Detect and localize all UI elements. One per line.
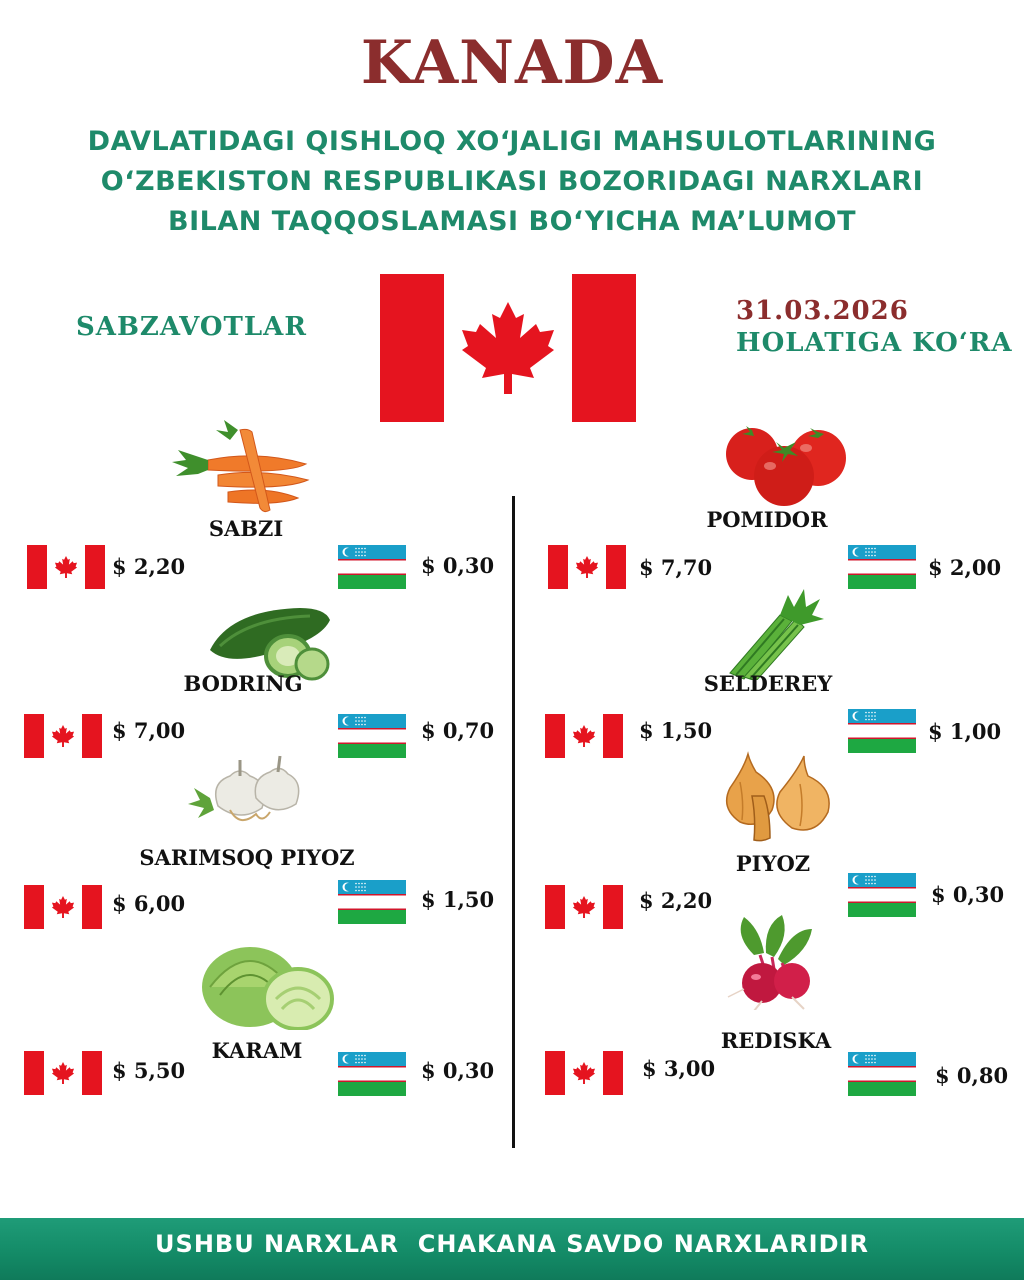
onion-icon [700,748,850,843]
product-name: PIYOZ [735,851,811,876]
uzbekistan-flag-icon [848,545,916,589]
uzbekistan-flag-icon [338,545,406,589]
carrot-icon [168,420,318,515]
page-title: KANADA [360,28,664,98]
canada-price: $ 7,70 [639,555,713,580]
canada-price: $ 3,00 [642,1056,716,1081]
canada-flag-icon [24,714,102,758]
subtitle-line-2: O‘ZBEKISTON RESPUBLIKASI BOZORIDAGI NARXLARI [100,166,924,197]
canada-flag-icon [545,714,623,758]
canada-price: $ 5,50 [112,1058,186,1083]
canada-price: $ 2,20 [639,888,713,913]
product-name: REDISKA [720,1028,832,1053]
report-date: 31.03.2026 [736,296,909,326]
uzbekistan-flag-icon [338,714,406,758]
canada-flag-icon [380,274,636,422]
product-name: SELDEREY [703,671,833,696]
section-label: SABZAVOTLAR [76,312,307,342]
product-name: POMIDOR [706,507,828,532]
uzbekistan-price: $ 0,30 [421,1058,495,1083]
product-name: KARAM [211,1038,303,1063]
canada-flag-icon [27,545,105,589]
uzbekistan-flag-icon [848,709,916,753]
cabbage-icon [190,935,340,1030]
product-name: SABZI [208,516,284,541]
canada-flag-icon [24,885,102,929]
garlic-icon [170,748,320,843]
uzbekistan-price: $ 1,50 [421,887,495,912]
canada-flag-icon [545,885,623,929]
uzbekistan-flag-icon [338,880,406,924]
canada-flag-icon [545,1051,623,1095]
uzbekistan-flag-icon [338,1052,406,1096]
uzbekistan-price: $ 0,70 [421,718,495,743]
canada-price: $ 2,20 [112,554,186,579]
footer-note: USHBU NARXLAR CHAKANA SAVDO NARXLARIDIR [155,1230,869,1258]
uzbekistan-price: $ 2,00 [928,555,1002,580]
canada-price: $ 1,50 [639,718,713,743]
product-name: BODRING [183,671,303,696]
uzbekistan-price: $ 0,80 [935,1063,1009,1088]
product-name: SARIMSOQ PIYOZ [139,845,355,870]
uzbekistan-price: $ 0,30 [421,553,495,578]
uzbekistan-price: $ 0,30 [931,882,1005,907]
column-divider [512,496,515,1148]
canada-price: $ 7,00 [112,718,186,743]
canada-flag-icon [548,545,626,589]
uzbekistan-flag-icon [848,1052,916,1096]
radish-icon [704,915,854,1010]
report-date-note: HOLATIGA KO‘RA [736,328,1013,358]
uzbekistan-flag-icon [848,873,916,917]
page-subtitle [0,122,1024,242]
subtitle-line-1: DAVLATIDAGI QISHLOQ XO‘JALIGI MAHSULOTLARINING [87,126,937,157]
subtitle-line-3: BILAN TAQQOSLAMASI BO‘YICHA MA’LUMOT [167,206,857,237]
uzbekistan-price: $ 1,00 [928,719,1002,744]
celery-icon [700,585,850,680]
canada-flag-icon [24,1051,102,1095]
canada-price: $ 6,00 [112,891,186,916]
tomato-icon [710,418,860,513]
